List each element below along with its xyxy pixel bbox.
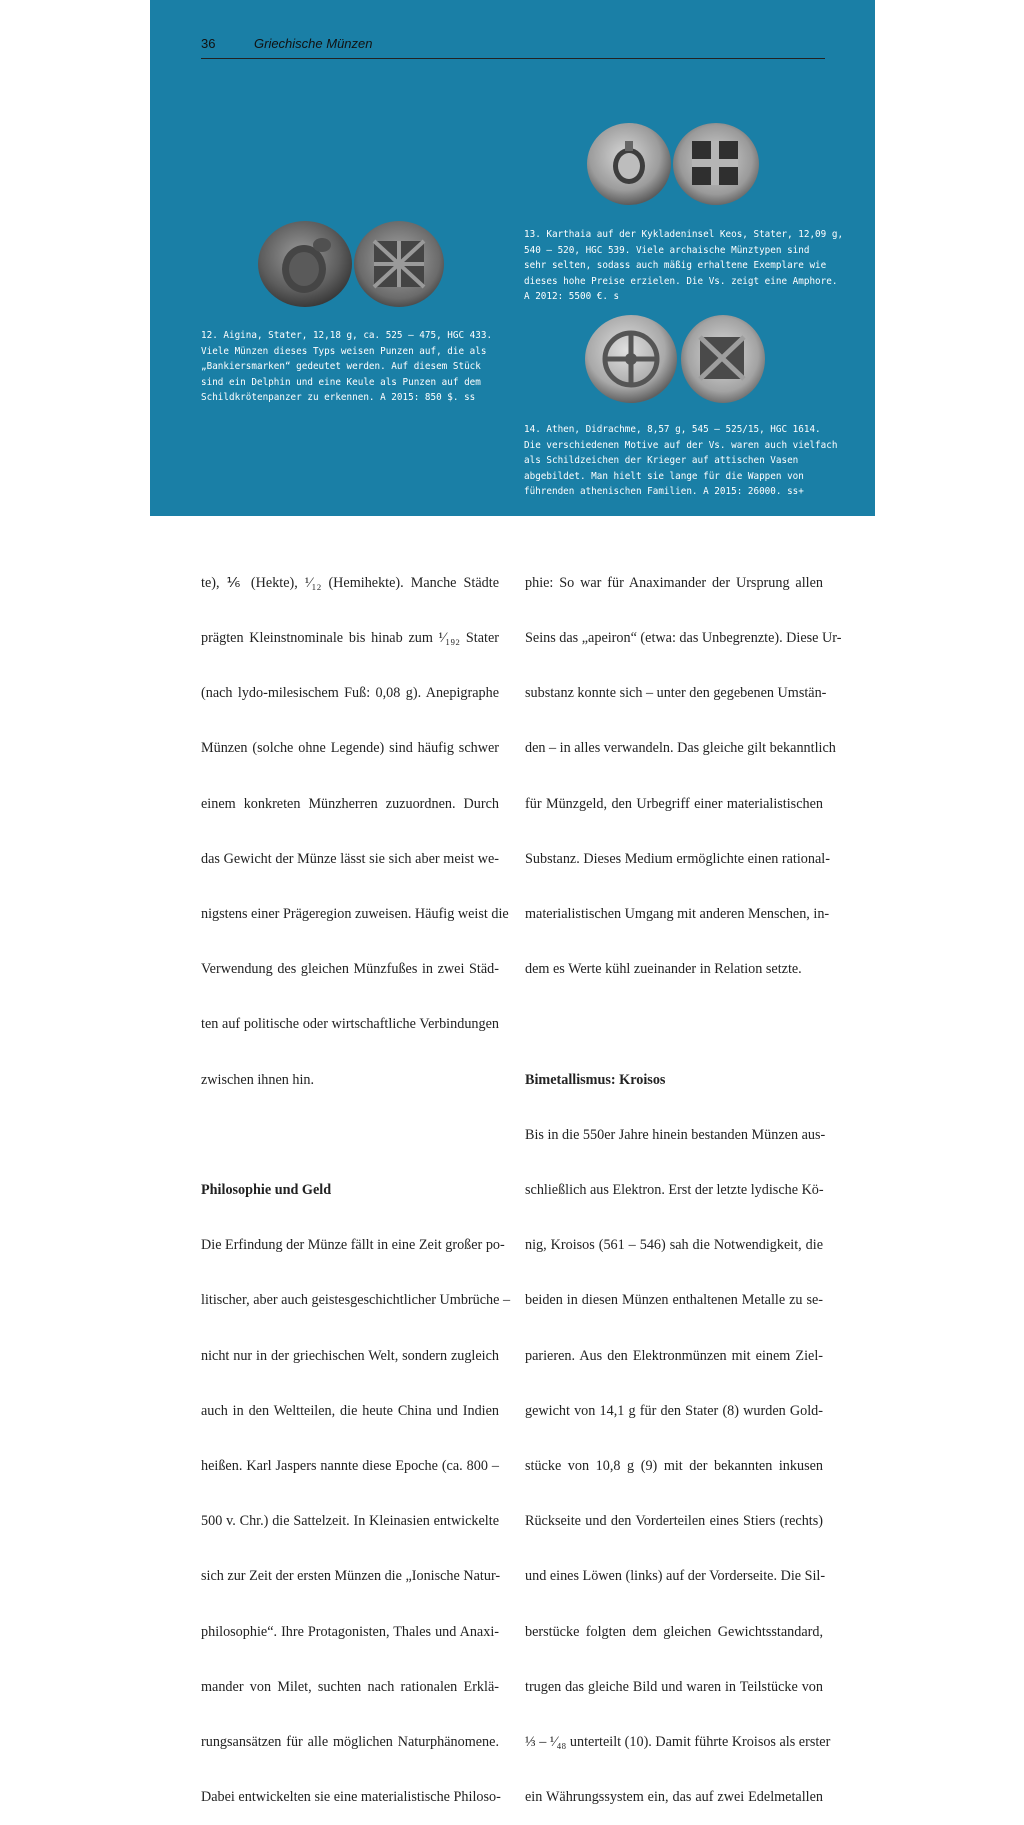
page-number: 36	[201, 36, 216, 51]
text-line: parieren. Aus den Elektronmünzen mit einem Ziel-	[525, 1347, 823, 1364]
text-line: zwischen ihnen hin.	[201, 1071, 315, 1088]
text-line: rungsansätzen für alle möglichen Naturphänomene.	[201, 1734, 499, 1751]
caption-line: 540 – 520, HGC 539. Viele archaische Münztypen sind	[524, 244, 810, 256]
coin-12-reverse-image	[352, 219, 446, 309]
text-line: prägten Kleinstnominale bis hinab zum ¹⁄₁₉₂ Stater	[201, 630, 499, 647]
text-line: ⅓ – ¹⁄₄₈ unterteilt (10). Damit führte Kroisos als erster	[525, 1734, 831, 1751]
caption-line: A 2012: 5500 €. s	[524, 291, 620, 303]
running-title: Griechische Münzen	[254, 36, 373, 51]
caption-14	[524, 407, 837, 499]
text-line: Die Erfindung der Münze fällt in eine Zeit großer po-	[201, 1237, 505, 1254]
text-line: Rückseite und den Vorderteilen eines Stiers (rechts)	[525, 1513, 823, 1530]
caption-line: sind ein Delphin und eine Keule als Punzen auf dem	[201, 376, 481, 388]
text-line: das Gewicht der Münze lässt sie sich aber meist we-	[201, 850, 499, 867]
caption-line: dieses hohe Preise erzielen. Die Vs. zeigt eine Amphore.	[524, 275, 838, 287]
caption-12	[201, 313, 492, 405]
text-line: schließlich aus Elektron. Erst der letzte lydische Kö-	[525, 1182, 824, 1199]
text-line: litischer, aber auch geistesgeschichtlicher Umbrüche –	[201, 1292, 511, 1309]
text-line: Bis in die 550er Jahre hinein bestanden Münzen aus-	[525, 1126, 826, 1143]
left-column	[201, 537, 511, 1825]
text-line: (nach lydo-milesischem Fuß: 0,08 g). Anepigraphe	[201, 685, 499, 702]
running-header	[201, 36, 825, 59]
paragraph-gap	[525, 1015, 823, 1033]
text-line: heißen. Karl Jaspers nannte diese Epoche (ca. 800 –	[201, 1458, 499, 1475]
text-line: substanz konnte sich – unter den gegebenen Umstän-	[525, 685, 827, 702]
text-line: Seins das „apeiron“ (etwa: das Unbegrenzte). Diese Ur-	[525, 630, 842, 647]
coin-13-reverse-image	[672, 121, 760, 207]
text-line: ein Währungssystem ein, das auf zwei Edelmetallen	[525, 1789, 823, 1806]
text-line: nicht nur in der griechischen Welt, sondern zugleich	[201, 1347, 499, 1364]
text-line: philosophie“. Ihre Protagonisten, Thales und Anaxi-	[201, 1623, 499, 1640]
coin-12-obverse-image	[256, 219, 354, 309]
caption-line: Die verschiedenen Motive auf der Vs. waren auch vielfach	[524, 439, 838, 451]
caption-line: sehr selten, sodass auch mäßig erhaltene Exemplare wie	[524, 260, 827, 272]
right-column	[525, 537, 842, 1825]
text-line: materialistischen Umgang mit anderen Menschen, in-	[525, 906, 830, 923]
text-line: für Münzgeld, den Urbegriff einer materialistischen	[525, 795, 823, 812]
section-heading: Philosophie und Geld	[201, 1182, 332, 1199]
caption-line: abgebildet. Man hielt sie lange für die Wappen von	[524, 470, 804, 482]
text-line: beiden in diesen Münzen enthaltenen Metalle zu se-	[525, 1292, 823, 1309]
text-line: mander von Milet, suchten nach rationalen Erklä-	[201, 1678, 499, 1695]
text-line: ten auf politische oder wirtschaftliche Verbindungen	[201, 1016, 499, 1033]
text-line: Verwendung des gleichen Münzfußes in zwei Städ-	[201, 961, 499, 978]
text-line: den – in alles verwandeln. Das gleiche gilt bekanntlich	[525, 740, 836, 757]
text-line: phie: So war für Anaximander der Ursprung allen	[525, 574, 823, 591]
text-line: Münzen (solche ohne Legende) sind häufig schwer	[201, 740, 499, 757]
caption-line: Schildkrötenpanzer zu erkennen. A 2015: 850 $. ss	[201, 392, 476, 404]
text-line: sich zur Zeit der ersten Münzen die „Ionische Natur-	[201, 1568, 501, 1585]
text-line: nigstens einer Prägeregion zuweisen. Häufig weist die	[201, 906, 509, 923]
caption-line: führenden athenischen Familien. A 2015: 26000. ss+	[524, 486, 804, 498]
text-line: auch in den Weltteilen, die heute China und Indien	[201, 1402, 499, 1419]
caption-line: „Bankiersmarken“ gedeutet werden. Auf diesem Stück	[201, 361, 481, 373]
text-line: trugen das gleiche Bild und waren in Teilstücke von	[525, 1678, 823, 1695]
text-line: 500 v. Chr.) die Sattelzeit. In Kleinasien entwickelte	[201, 1513, 499, 1530]
text-line: und eines Löwen (links) auf der Vorderseite. Die Sil-	[525, 1568, 826, 1585]
caption-line: Viele Münzen dieses Typs weisen Punzen auf, die als	[201, 345, 487, 357]
text-line: dem es Werte kühl zueinander in Relation setzte.	[525, 961, 802, 978]
section-heading: Bimetallismus: Kroisos	[525, 1071, 666, 1088]
caption-line: 13. Karthaia auf der Kykladeninsel Keos, Stater, 12,09 g,	[524, 229, 844, 241]
text-line: Substanz. Dieses Medium ermöglichte einen rational-	[525, 850, 830, 867]
text-line: berstücke folgten dem gleichen Gewichtsstandard,	[525, 1623, 823, 1640]
coin-14-obverse-image	[584, 313, 678, 405]
paragraph-gap	[201, 1126, 499, 1144]
caption-line: als Schildzeichen der Krieger auf attischen Vasen	[524, 455, 799, 467]
text-line: gewicht von 14,1 g für den Stater (8) wurden Gold-	[525, 1402, 823, 1419]
caption-line: 14. Athen, Didrachme, 8,57 g, 545 – 525/15, HGC 1614.	[524, 424, 821, 436]
caption-line: 12. Aigina, Stater, 12,18 g, ca. 525 – 475, HGC 433.	[201, 330, 493, 342]
text-line: nig, Kroisos (561 – 546) sah die Notwendigkeit, die	[525, 1237, 823, 1254]
text-line: te), ⅙ (Hekte), ¹⁄₁₂ (Hemihekte). Manche Städte	[201, 574, 499, 591]
coin-13-obverse-image	[586, 121, 672, 207]
text-line: Dabei entwickelten sie eine materialistische Philoso-	[201, 1789, 501, 1806]
coin-14-reverse-image	[680, 313, 766, 405]
text-line: einem konkreten Münzherren zuzuordnen. Durch	[201, 795, 499, 812]
text-line: stücke von 10,8 g (9) mit der bekannten inkusen	[525, 1458, 823, 1475]
caption-13	[524, 212, 843, 304]
